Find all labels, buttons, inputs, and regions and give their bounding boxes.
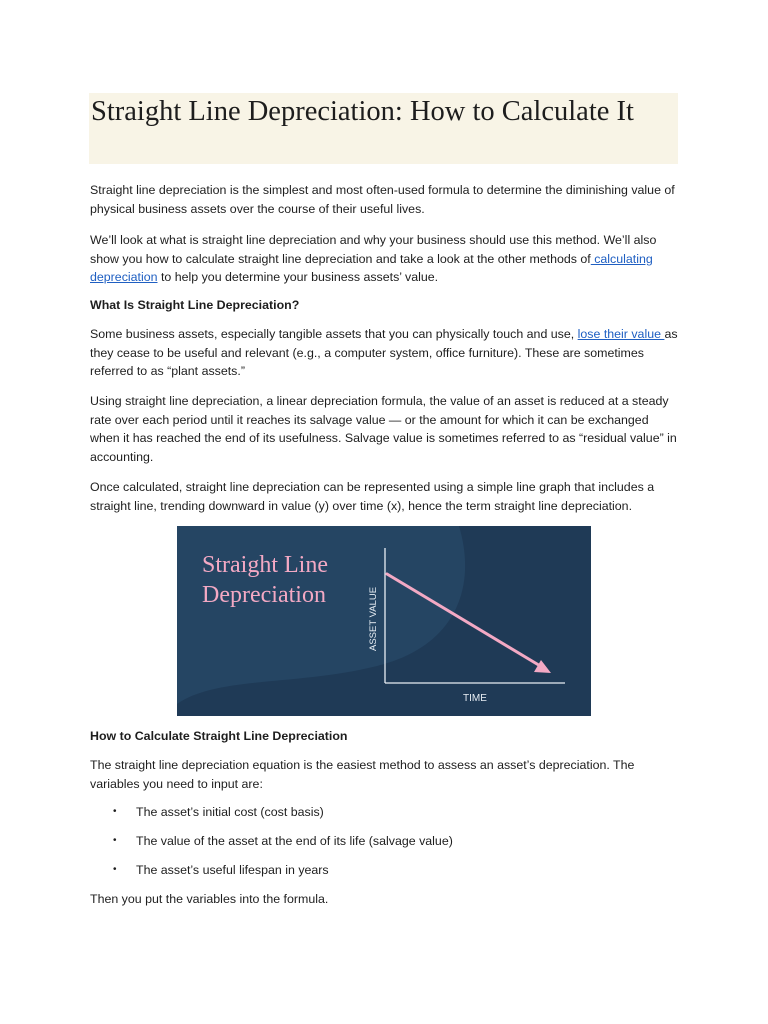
intro-paragraph: Straight line depreciation is the simplest and most often-used formula to determine the diminishing value of physical business assets over the course of their useful lives. — [90, 183, 675, 216]
overview-text-end: to help you determine your business assets’ value. — [157, 270, 439, 285]
plant-assets-text-start: Some business assets, especially tangible assets that you can physically touch and use, — [90, 327, 578, 341]
list-item-text: The asset’s useful lifespan in years — [136, 863, 329, 877]
bullet-marker: • — [113, 835, 117, 846]
overview-paragraph — [90, 231, 680, 287]
x-axis-label: TIME — [463, 693, 487, 704]
overview-text-start: We’ll look at what is straight line depreciation and why your business should use this method. We’ll also show you how to calculate straight line depreciation and take a look at the other methods of — [90, 233, 657, 266]
lose-their-value-link[interactable]: lose their value — [577, 327, 665, 341]
section-heading-what-is: What Is Straight Line Depreciation? — [90, 298, 300, 312]
plant-assets-paragraph — [90, 325, 680, 381]
straight-line-depreciation-illustration — [177, 526, 591, 716]
salvage-value-paragraph: Using straight line depreciation, a linear depreciation formula, the value of an asset is reduced at a steady rate over each period until it reaches its salvage value — or the amount for which it can be exchanged when it has reached the end of its usefulness. Salvage value is sometimes referred to as “residual value” in accounting. — [90, 394, 677, 464]
line-graph-paragraph: Once calculated, straight line depreciation can be represented using a simple line graph that includes a straight line, trending downward in value (y) over time (x), hence the term straight line depreciation. — [90, 480, 655, 513]
illustration-title-line2: Depreciation — [202, 582, 326, 608]
list-item-text: The asset’s initial cost (cost basis) — [136, 805, 324, 819]
variables-paragraph: The straight line depreciation equation is the easiest method to assess an asset’s depreciation. The variables you need to input are: — [90, 758, 635, 791]
plant-assets-text-end: as they cease to be useful and relevant (e.g., a computer system, office furniture). These are sometimes referred to as “plant assets.” — [90, 327, 678, 379]
illustration-title-line1: Straight Line — [202, 552, 328, 578]
bullet-marker: • — [113, 806, 117, 817]
section-heading-how-to-calculate: How to Calculate Straight Line Depreciation — [90, 729, 348, 743]
y-axis-label: ASSET VALUE — [368, 586, 379, 651]
formula-intro-paragraph: Then you put the variables into the formula. — [90, 892, 329, 906]
bullet-marker: • — [113, 864, 117, 875]
calculating-depreciation-link[interactable]: calculating depreciation — [90, 251, 653, 285]
list-item-text: The value of the asset at the end of its life (salvage value) — [136, 834, 453, 848]
page-title: Straight Line Depreciation: How to Calculate It — [91, 96, 634, 127]
